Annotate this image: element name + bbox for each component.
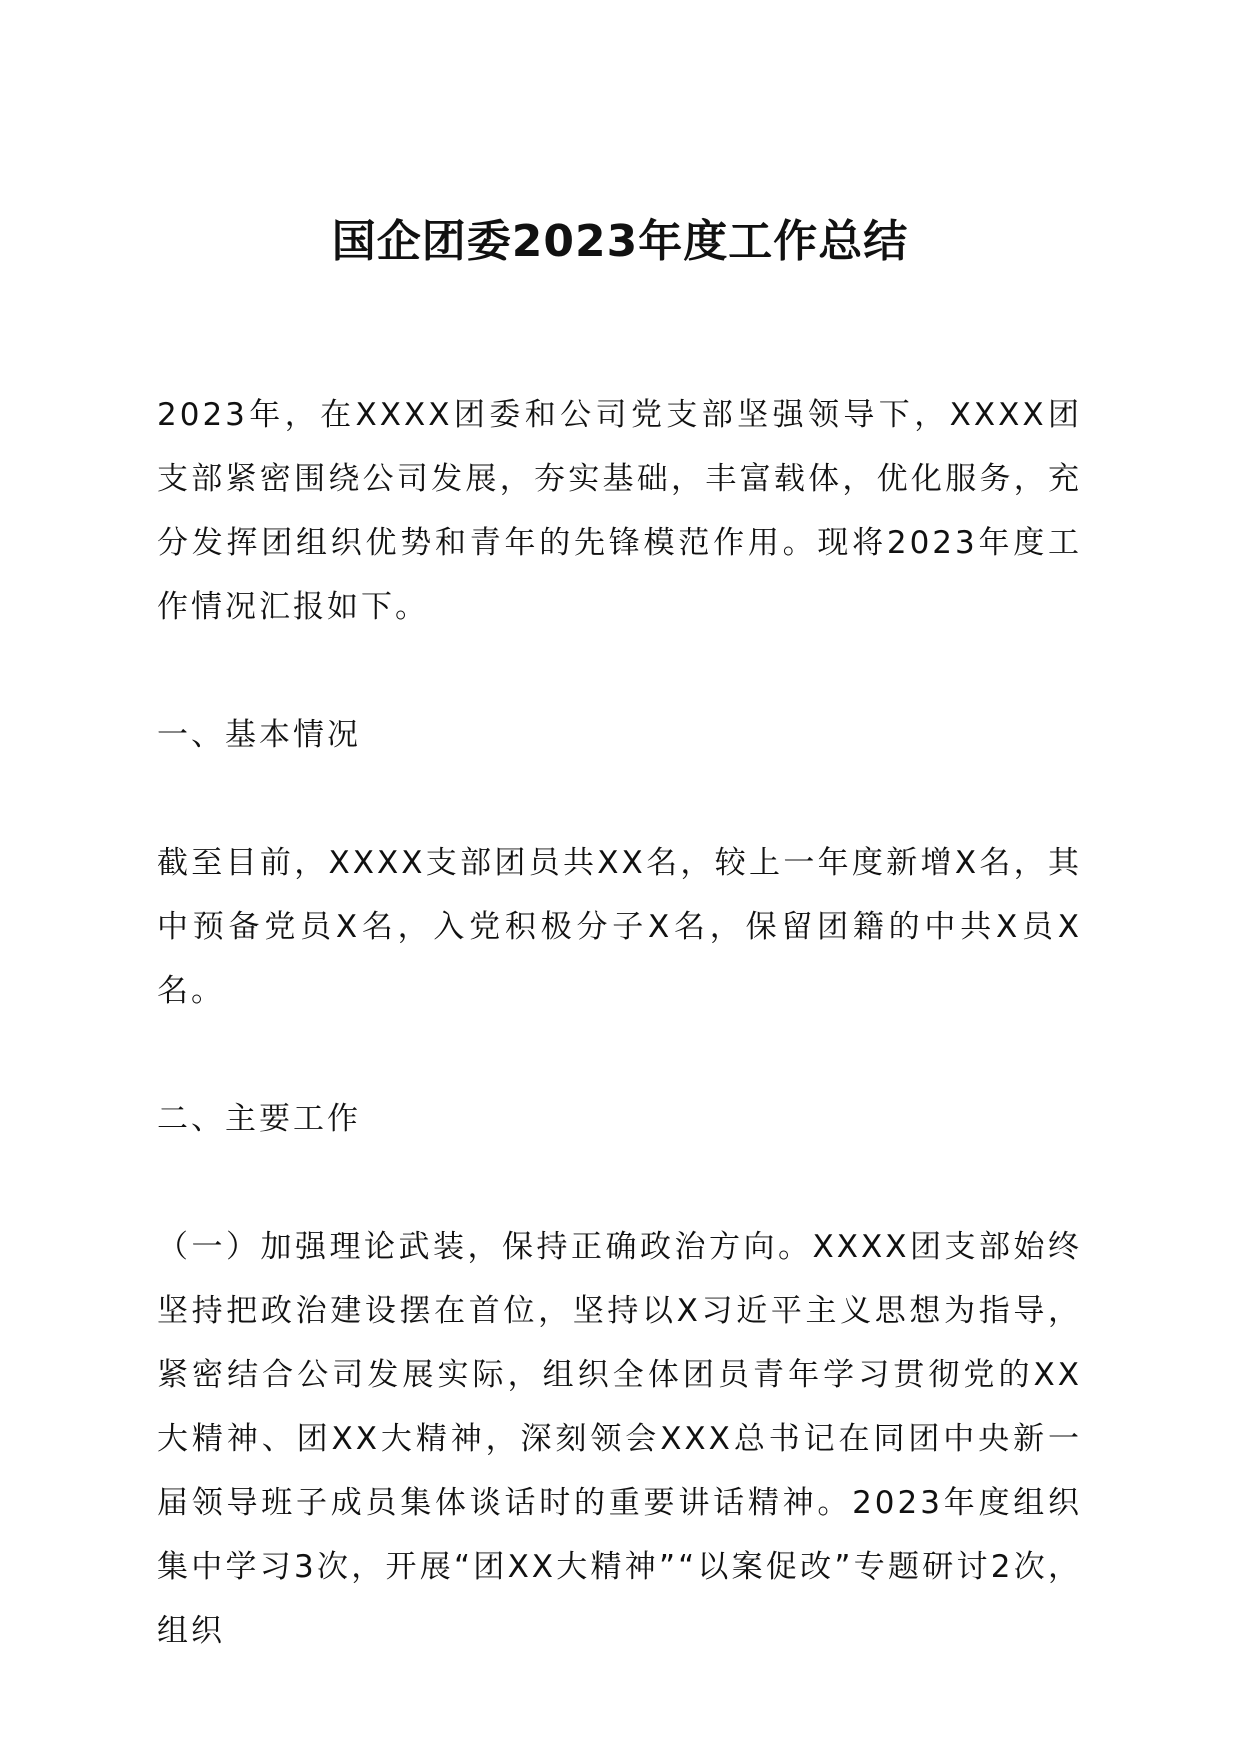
document-body <box>157 383 1082 1663</box>
document-title: 国企团委2023年度工作总结 <box>331 216 909 267</box>
basic-info-paragraph: 截至目前，XXXX支部团员共XX名，较上一年度新增X名，其中预备党员X名，入党积极分子X名，保留团籍的中共X员X名。 <box>157 845 1082 1009</box>
intro-paragraph: 2023年，在XXXX团委和公司党支部坚强领导下，XXXX团支部紧密围绕公司发展，夯实基础，丰富载体，优化服务，充分发挥团组织优势和青年的先锋模范作用。现将2023年度工作情况汇报如下。 <box>157 397 1082 625</box>
main-work-item-1-paragraph: （一）加强理论武装，保持正确政治方向。XXXX团支部始终坚持把政治建设摆在首位，坚持以X习近平主义思想为指导，紧密结合公司发展实际，组织全体团员青年学习贯彻党的XX大精神、团XX大精神，深刻领会XXX总书记在同团中央新一届领导班子成员集体谈话时的重要讲话精神。2023年度组织集中学习3次，开展“团XX大精神”“以案促改”专题研讨2次，组织 <box>157 1229 1082 1649</box>
section-heading-main-work: 二、主要工作 <box>157 1101 361 1137</box>
section-heading-basic: 一、基本情况 <box>157 717 361 753</box>
